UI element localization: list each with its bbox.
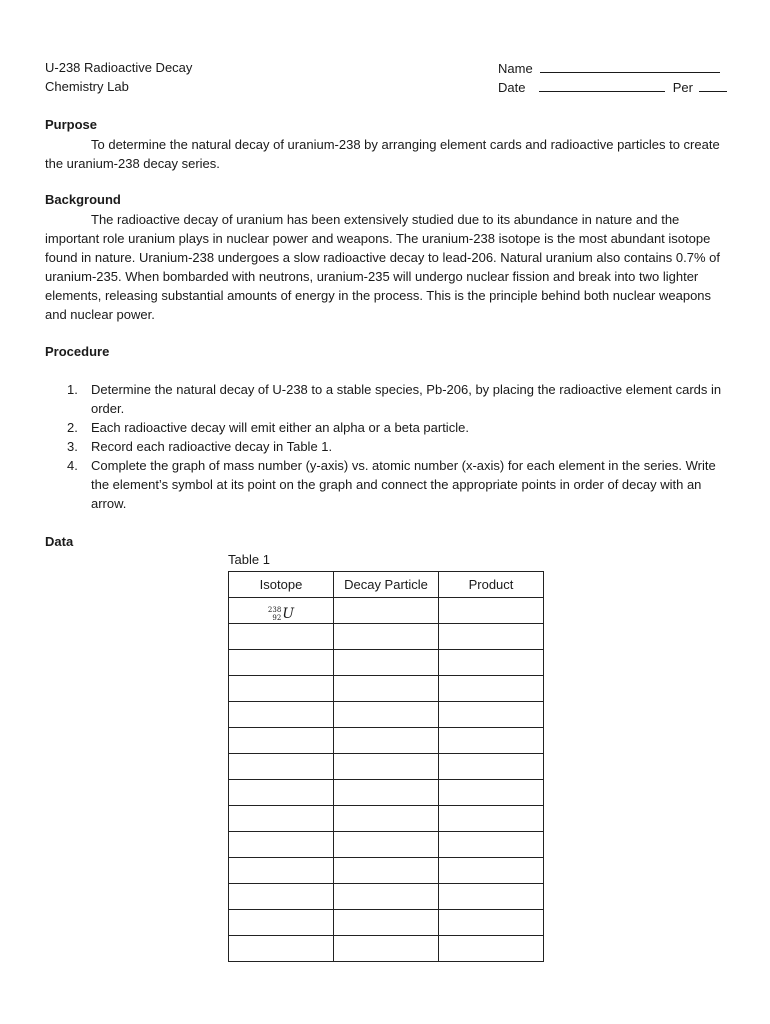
isotope-cell[interactable]	[229, 910, 334, 936]
table-row	[229, 910, 544, 936]
decay-particle-cell[interactable]	[334, 780, 439, 806]
table-row	[229, 650, 544, 676]
table-row	[229, 936, 544, 962]
per-label: Per	[672, 80, 693, 95]
product-cell[interactable]	[439, 910, 544, 936]
procedure-step: 1. Determine the natural decay of U-238 to a stable species, Pb-206, by placing the radioactive element cards in order.	[67, 382, 722, 416]
col-decay-particle: Decay Particle	[334, 572, 439, 598]
decay-particle-cell[interactable]	[334, 858, 439, 884]
product-cell[interactable]	[439, 858, 544, 884]
isotope-cell[interactable]	[229, 598, 334, 624]
procedure-list	[45, 380, 735, 513]
procedure-step: 2. Each radioactive decay will emit either an alpha or a beta particle.	[67, 420, 469, 435]
product-cell[interactable]	[439, 676, 544, 702]
isotope-cell[interactable]	[229, 702, 334, 728]
date-row	[498, 79, 727, 95]
decay-particle-cell[interactable]	[334, 910, 439, 936]
table-row	[229, 832, 544, 858]
col-isotope: Isotope	[229, 572, 334, 598]
product-cell[interactable]	[439, 754, 544, 780]
table-row	[229, 598, 544, 624]
product-cell[interactable]	[439, 702, 544, 728]
isotope-cell[interactable]	[229, 624, 334, 650]
table-row	[229, 624, 544, 650]
isotope-cell[interactable]	[229, 936, 334, 962]
product-cell[interactable]	[439, 650, 544, 676]
decay-particle-cell[interactable]	[334, 676, 439, 702]
date-blank[interactable]	[539, 79, 665, 92]
doc-subtitle: Chemistry Lab	[45, 79, 129, 94]
data-heading: Data	[45, 534, 74, 549]
background-text: The radioactive decay of uranium has been extensively studied due to its abundance in nature and the important role uranium plays in nuclear power and weapons. The uranium-238 isotope is the most abundant isotope found in nature. Uranium-238 undergoes a slow radioactive decay to lead-206. Natural uranium also contains 0.7% of uranium-235. When bombarded with neutrons, uranium-235 will undergo nuclear fission and break into two lighter elements, releasing substantial amounts of energy in the process. This is the principle behind both nuclear weapons and nuclear power.	[45, 212, 720, 322]
name-label: Name	[498, 61, 533, 76]
table-row	[229, 754, 544, 780]
per-blank[interactable]	[699, 79, 727, 92]
doc-title: U-238 Radioactive Decay	[45, 60, 193, 75]
product-cell[interactable]	[439, 806, 544, 832]
isotope-cell[interactable]	[229, 676, 334, 702]
date-label: Date	[498, 80, 526, 95]
table-row	[229, 780, 544, 806]
isotope-cell[interactable]	[229, 806, 334, 832]
product-cell[interactable]	[439, 780, 544, 806]
isotope-cell[interactable]	[229, 832, 334, 858]
table-row	[229, 728, 544, 754]
decay-particle-cell[interactable]	[334, 650, 439, 676]
purpose-text: To determine the natural decay of uranium-238 by arranging element cards and radioactive particles to create the uranium-238 decay series.	[45, 137, 720, 171]
decay-particle-cell[interactable]	[334, 884, 439, 910]
background-heading: Background	[45, 192, 121, 207]
isotope-cell[interactable]	[229, 780, 334, 806]
decay-particle-cell[interactable]	[334, 754, 439, 780]
decay-table	[228, 571, 544, 962]
isotope-cell[interactable]	[229, 754, 334, 780]
decay-particle-cell[interactable]	[334, 936, 439, 962]
product-cell[interactable]	[439, 728, 544, 754]
table-row	[229, 806, 544, 832]
decay-particle-cell[interactable]	[334, 728, 439, 754]
procedure-step: 4. Complete the graph of mass number (y-axis) vs. atomic number (x-axis) for each element in the series. Write the element’s symbol at its point on the graph and connect the appropriate points in order of decay with an arrow.	[67, 458, 716, 511]
isotope-cell[interactable]	[229, 728, 334, 754]
procedure-step: 3. Record each radioactive decay in Table 1.	[67, 439, 333, 454]
table-header-row	[229, 572, 544, 598]
name-blank[interactable]	[540, 60, 720, 73]
product-cell[interactable]	[439, 624, 544, 650]
isotope-cell[interactable]	[229, 884, 334, 910]
background-paragraph	[45, 210, 735, 324]
mass-number: 238	[267, 605, 282, 614]
element-symbol: U	[282, 605, 295, 622]
col-product: Product	[439, 572, 544, 598]
table-row	[229, 676, 544, 702]
decay-particle-cell[interactable]	[334, 624, 439, 650]
product-cell[interactable]	[439, 884, 544, 910]
table-caption: Table 1	[228, 552, 270, 567]
purpose-heading: Purpose	[45, 117, 98, 132]
decay-particle-cell[interactable]	[334, 702, 439, 728]
procedure-heading: Procedure	[45, 344, 110, 359]
product-cell[interactable]	[439, 598, 544, 624]
table-row	[229, 858, 544, 884]
isotope-cell[interactable]	[229, 858, 334, 884]
table-row	[229, 884, 544, 910]
isotope-cell[interactable]	[229, 650, 334, 676]
product-cell[interactable]	[439, 936, 544, 962]
u238-isotope	[268, 606, 294, 622]
decay-particle-cell[interactable]	[334, 598, 439, 624]
decay-particle-cell[interactable]	[334, 832, 439, 858]
atomic-number: 92	[272, 613, 282, 622]
product-cell[interactable]	[439, 832, 544, 858]
decay-particle-cell[interactable]	[334, 806, 439, 832]
name-row	[498, 60, 720, 76]
purpose-paragraph	[45, 135, 735, 173]
table-row	[229, 702, 544, 728]
